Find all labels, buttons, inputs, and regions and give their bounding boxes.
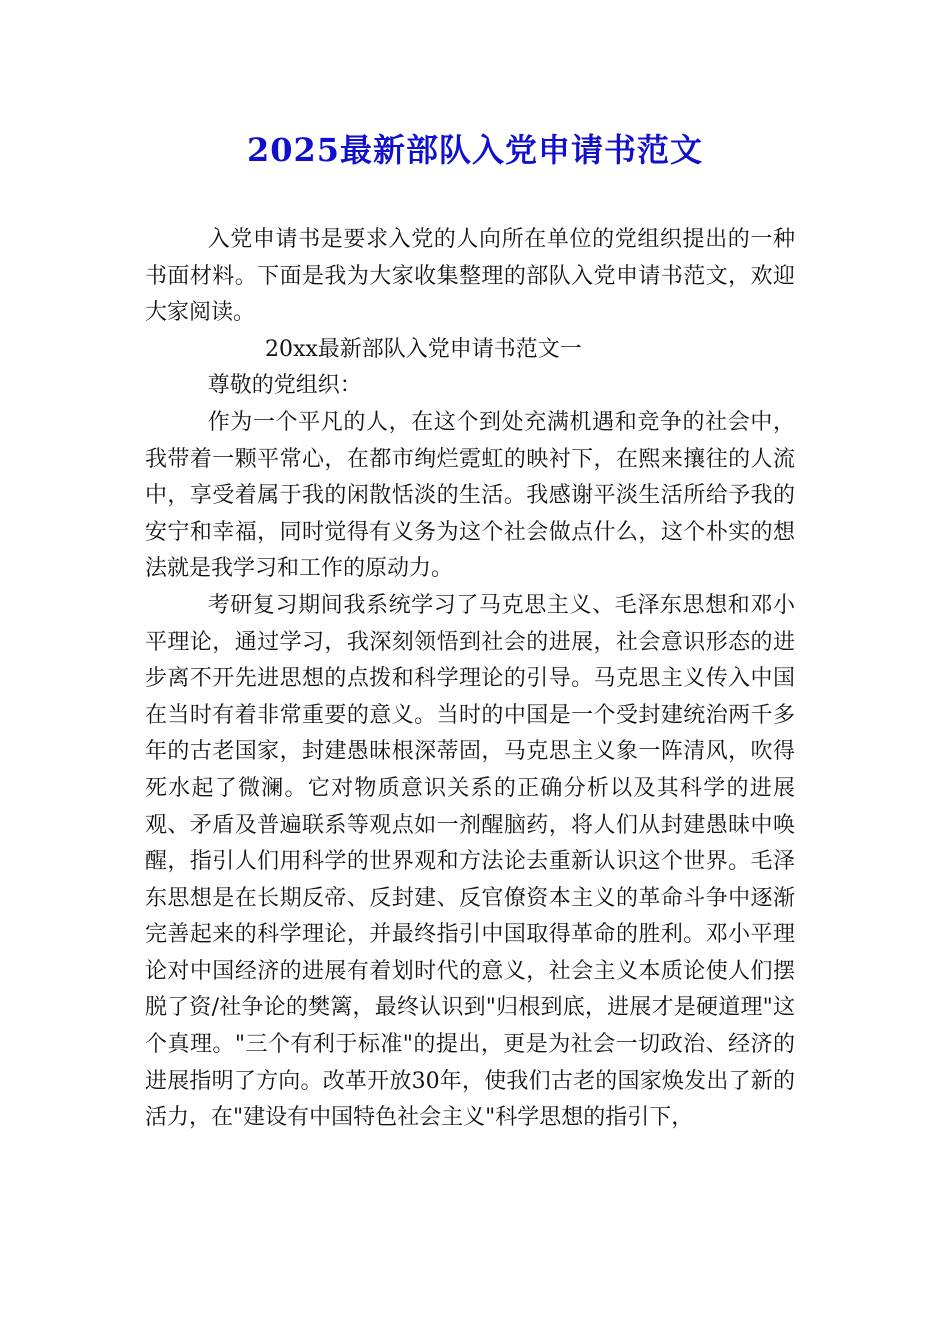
body-paragraph-2: 考研复习期间我系统学习了马克思主义、毛泽东思想和邓小平理论，通过学习，我深刻领悟到社会的进展，社会意识形态的进步离不开先进思想的点拨和科学理论的引导。马克思主义传入中国在当时有着非常重要的意义。当时的中国是一个受封建统治两千多年的古老国家，封建愚昧根深蒂固，马克思主义象一阵清风，吹得死水起了微澜。它对物质意识关系的正确分析以及其科学的进展观、矛盾及普遍联系等观点如一剂醒脑药，将人们从封建愚昧中唤醒，指引人们用科学的世界观和方法论去重新认识这个世界。毛泽东思想是在长期反帝、反封建、反官僚资本主义的革命斗争中逐渐完善起来的科学理论，并最终指引中国取得革命的胜利。邓小平理论对中国经济的进展有着划时代的意义，社会主义本质论使人们摆脱了资/社争论的樊篱，最终认识到"归根到底，进展才是硬道理"这个真理。"三个有利于标准"的提出，更是为社会一切政治、经济的进展指明了方向。改革开放30年，使我们古老的国家焕发出了新的活力，在"建设有中国特色社会主义"科学思想的指引下， [145,592,795,1131]
body-paragraph-1: 作为一个平凡的人，在这个到处充满机遇和竞争的社会中，我带着一颗平常心，在都市绚烂霓虹的映衬下，在熙来攘往的人流中，享受着属于我的闲散恬淡的生活。我感谢平淡生活所给予我的安宁和幸福，同时觉得有义务为这个社会做点什么，这个朴实的想法就是我学习和工作的原动力。 [145,409,795,582]
document-title: 2025最新部队入党申请书范文 [246,131,704,169]
document-body [145,222,795,1137]
intro-paragraph: 入党申请书是要求入党的人向所在单位的党组织提出的一种书面材料。下面是我为大家收集整理的部队入党申请书范文，欢迎大家阅读。 [145,227,795,326]
section-subtitle: 20xx最新部队入党申请书范文一 [265,336,582,362]
salutation: 尊敬的党组织： [207,373,362,399]
